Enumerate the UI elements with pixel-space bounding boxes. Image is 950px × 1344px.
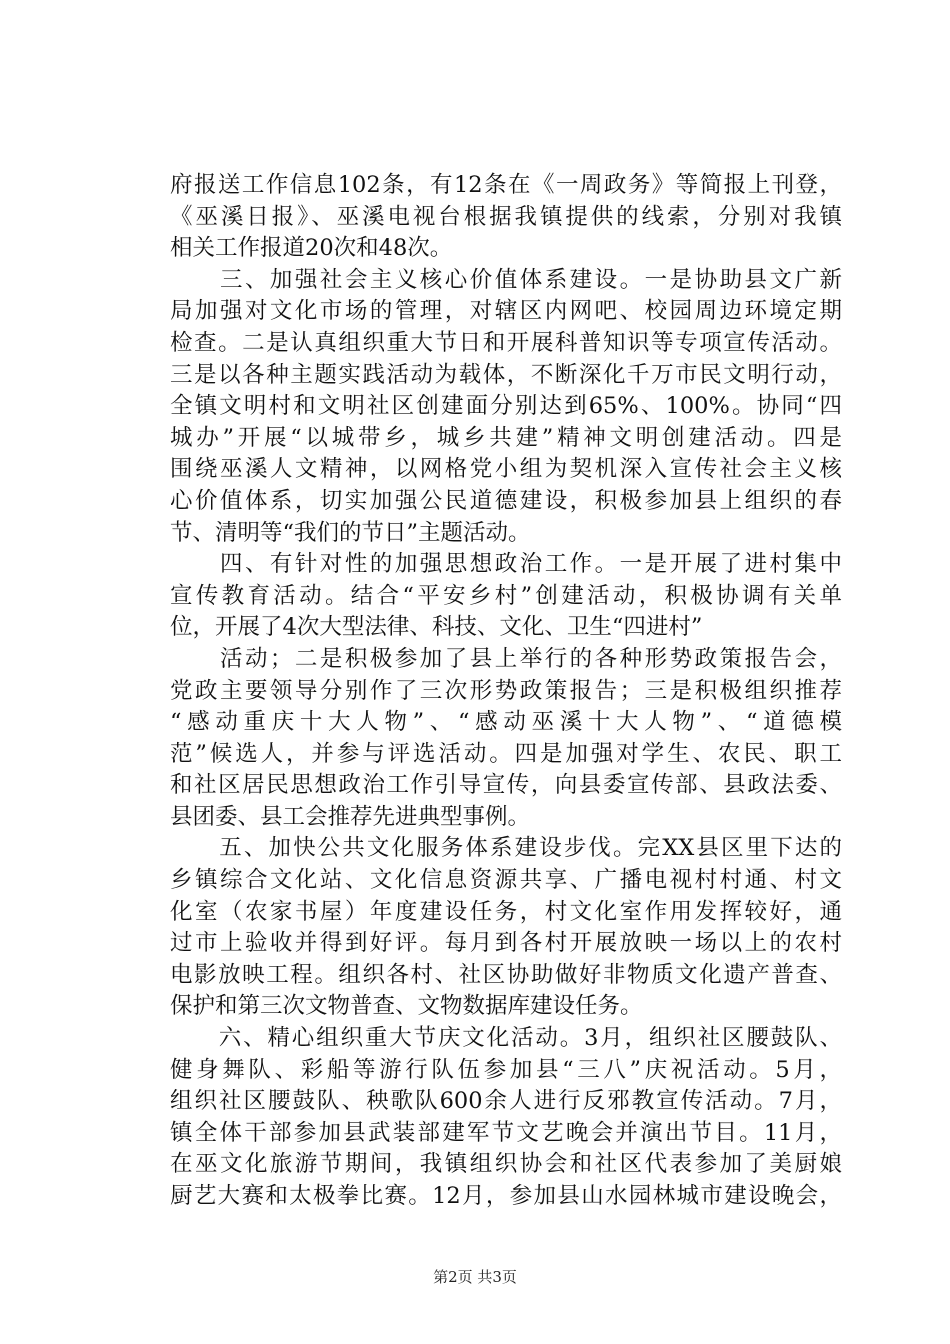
text-line: 围绕巫溪人文精神，以网格党小组为契机深入宣传社会主义核 xyxy=(170,456,842,483)
text-line: 相关工作报道20次和48次。 xyxy=(170,235,453,262)
text-line: 活动；二是积极参加了县上举行的各种形势政策报告会， xyxy=(170,645,842,672)
text-line: 三、加强社会主义核心价值体系建设。一是协助县文广新 xyxy=(170,266,842,293)
text-line: 和社区居民思想政治工作引导宣传，向县委宣传部、县政法委、 xyxy=(170,772,842,799)
text-line: 四、有针对性的加强思想政治工作。一是开展了进村集中 xyxy=(170,551,842,578)
text-line: 府报送工作信息102条，有12条在《一周政务》等简报上刊登， xyxy=(170,172,842,198)
text-line: 心价值体系，切实加强公民道德建设，积极参加县上组织的春 xyxy=(170,487,842,514)
text-line: 乡镇综合文化站、文化信息资源共享、广播电视村村通、村文 xyxy=(170,867,842,894)
text-line: 六、精心组织重大节庆文化活动。3月，组织社区腰鼓队、 xyxy=(170,1025,842,1052)
text-line: 范”候选人，并参与评选活动。四是加强对学生、农民、职工 xyxy=(170,740,842,767)
text-line: 位，开展了4次大型法律、科技、文化、卫生“四进村” xyxy=(170,614,703,641)
text-line: 在巫文化旅游节期间，我镇组织协会和社区代表参加了美厨娘 xyxy=(170,1151,842,1178)
text-line: 宣传教育活动。结合“平安乡村”创建活动，积极协调有关单 xyxy=(170,582,842,609)
text-line: 过市上验收并得到好评。每月到各村开展放映一场以上的农村 xyxy=(170,930,842,957)
text-line: 检查。二是认真组织重大节日和开展科普知识等专项宣传活动。 xyxy=(170,329,842,356)
page-footer: 第2页 共3页 xyxy=(433,1268,517,1286)
text-line: 三是以各种主题实践活动为载体，不断深化千万市民文明行动， xyxy=(170,361,842,388)
text-line: 五、加快公共文化服务体系建设步伐。完XX县区里下达的 xyxy=(170,835,842,862)
text-line: “感动重庆十大人物”、“感动巫溪十大人物”、“道德模 xyxy=(170,709,842,736)
text-line: 化室（农家书屋）年度建设任务，村文化室作用发挥较好，通 xyxy=(170,898,842,925)
text-line: 健身舞队、彩船等游行队伍参加县“三八”庆祝活动。5月， xyxy=(170,1056,842,1083)
text-line: 全镇文明村和文明社区创建面分别达到65%、100%。协同“四 xyxy=(170,393,842,420)
text-line: 局加强对文化市场的管理，对辖区内网吧、校园周边环境定期 xyxy=(170,298,842,325)
document-body xyxy=(170,170,842,1213)
text-line: 镇全体干部参加县武装部建军节文艺晚会并演出节目。11月， xyxy=(170,1119,842,1146)
text-line: 保护和第三次文物普查、文物数据库建设任务。 xyxy=(170,993,643,1020)
text-line: 组织社区腰鼓队、秧歌队600余人进行反邪教宣传活动。7月， xyxy=(170,1088,842,1115)
text-line: 城办”开展“以城带乡，城乡共建”精神文明创建活动。四是 xyxy=(170,424,842,451)
text-line: 党政主要领导分别作了三次形势政策报告；三是积极组织推荐 xyxy=(170,677,842,704)
text-line: 《巫溪日报》、巫溪电视台根据我镇提供的线索，分别对我镇 xyxy=(170,203,842,230)
text-line: 节、清明等“我们的节日”主题活动。 xyxy=(170,519,531,546)
text-line: 电影放映工程。组织各村、社区协助做好非物质文化遗产普查、 xyxy=(170,961,842,988)
text-line: 县团委、县工会推荐先进典型事例。 xyxy=(170,803,531,830)
text-line: 厨艺大赛和太极拳比赛。12月，参加县山水园林城市建设晚会， xyxy=(170,1183,842,1209)
